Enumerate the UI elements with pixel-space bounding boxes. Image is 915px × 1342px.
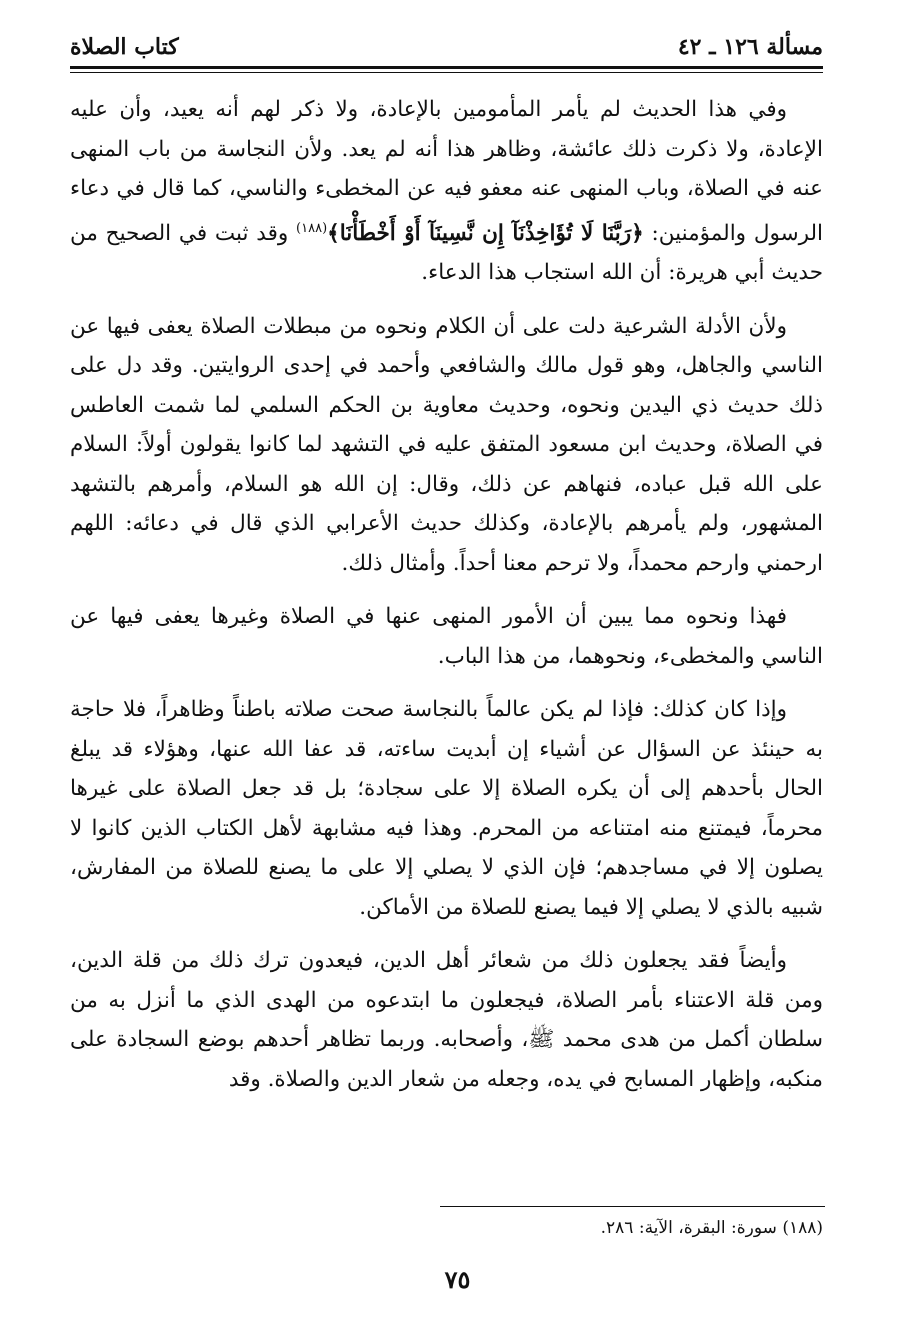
header-rule-thick xyxy=(70,66,823,69)
quran-verse: ﴿رَبَّنَا لَا تُؤَاخِذْنَآ إِن نَّسِينَآ أَوْ أَخْطَأْنَا﴾ xyxy=(327,220,644,246)
paragraph-4: وإذا كان كذلك: فإذا لم يكن عالماً بالنجاسة صحت صلاته باطناً وظاهراً، فلا حاجة به حينئذ عن السؤال عن أشياء إن أبديت ساءته، قد عفا الله عنها، وهؤلاء قد يبلغ الحال بأحدهم إلى أن يكره الصلاة إلا على سجادة؛ بل قد جعل الصلاة على غيرها محرماً، فيمتنع منه امتناعه من المحرم. وهذا فيه مشابهة لأهل الكتاب الذين كانوا لا يصلون إلا في مساجدهم؛ فإن الذي لا يصلي إلا على ما يصنع للصلاة من المفارش، شبيه بالذي لا يصلي إلا فيما يصنع للصلاة من الأماكن. xyxy=(70,697,823,920)
paragraph-3: فهذا ونحوه مما يبين أن الأمور المنهى عنها في الصلاة وغيرها يعفى فيها عن الناسي والمخطىء، ونحوهما، من هذا الباب. xyxy=(70,604,823,669)
footnote-reference: (١٨٨) xyxy=(296,220,328,236)
page-number: ٧٥ xyxy=(444,1265,471,1294)
paragraph-1-end: وقد ثبت في الصحيح من حديث أبي هريرة: أن الله استجاب هذا الدعاء. xyxy=(70,220,823,286)
book-title: كتاب الصلاة xyxy=(70,34,179,60)
paragraph-5: وأيضاً فقد يجعلون ذلك من شعائر أهل الدين، فيعدون ترك ذلك من قلة الدين، ومن قلة الاعتناء بأمر الصلاة، فيجعلون ما ابتدعوه من الهدى الذي ما أنزل به من سلطان أكمل من هدى محمد ﷺ، وأصحابه. وربما تظاهر أحدهم بوضع السجادة على منكبه، وإظهار المسابح في يده، وجعله من شعار الدين والصلاة. وقد xyxy=(70,948,823,1092)
paragraph-1 xyxy=(70,90,823,293)
running-header xyxy=(70,30,823,64)
header-rule-thin xyxy=(70,72,823,73)
footnote: (١٨٨) سورة: البقرة، الآية: ٢٨٦. xyxy=(600,1218,823,1238)
paragraph-1-start: وفي هذا الحديث لم يأمر المأمومين بالإعادة، ولا ذكر لهم أنه يعيد، وأن عليه الإعادة، ولا ذكرت ذلك عائشة، وظاهر هذا أنه لم يعد. ولأن النجاسة من باب المنهى عنه في الصلاة، وباب المنهى عنه معفو فيه عن المخطىء والناسي، كما قال في دعاء الرسول والمؤمنين: xyxy=(70,97,823,246)
main-text xyxy=(70,90,823,1113)
issue-number: مسألة ١٢٦ ـ ٤٢ xyxy=(677,34,823,60)
paragraph-2: ولأن الأدلة الشرعية دلت على أن الكلام ونحوه من مبطلات الصلاة يعفى فيها عن الناسي والجاهل، وهو قول مالك والشافعي وأحمد في إحدى الروايتين. وقد دل على ذلك حديث ذي اليدين ونحوه، وحديث معاوية بن الحكم السلمي لما شمت العاطس في الصلاة، وحديث ابن مسعود المتفق عليه في التشهد لما كانوا يقولون أولاً: السلام على الله قبل عباده، فنهاهم عن ذلك، وقال: إن الله هو السلام، وأمرهم بالتشهد المشهور، ولم يأمرهم بالإعادة، وكذلك حديث الأعرابي الذي قال في دعائه: اللهم ارحمني وارحم محمداً، ولا ترحم معنا أحداً. وأمثال ذلك. xyxy=(70,313,824,576)
footnote-separator xyxy=(440,1206,825,1207)
